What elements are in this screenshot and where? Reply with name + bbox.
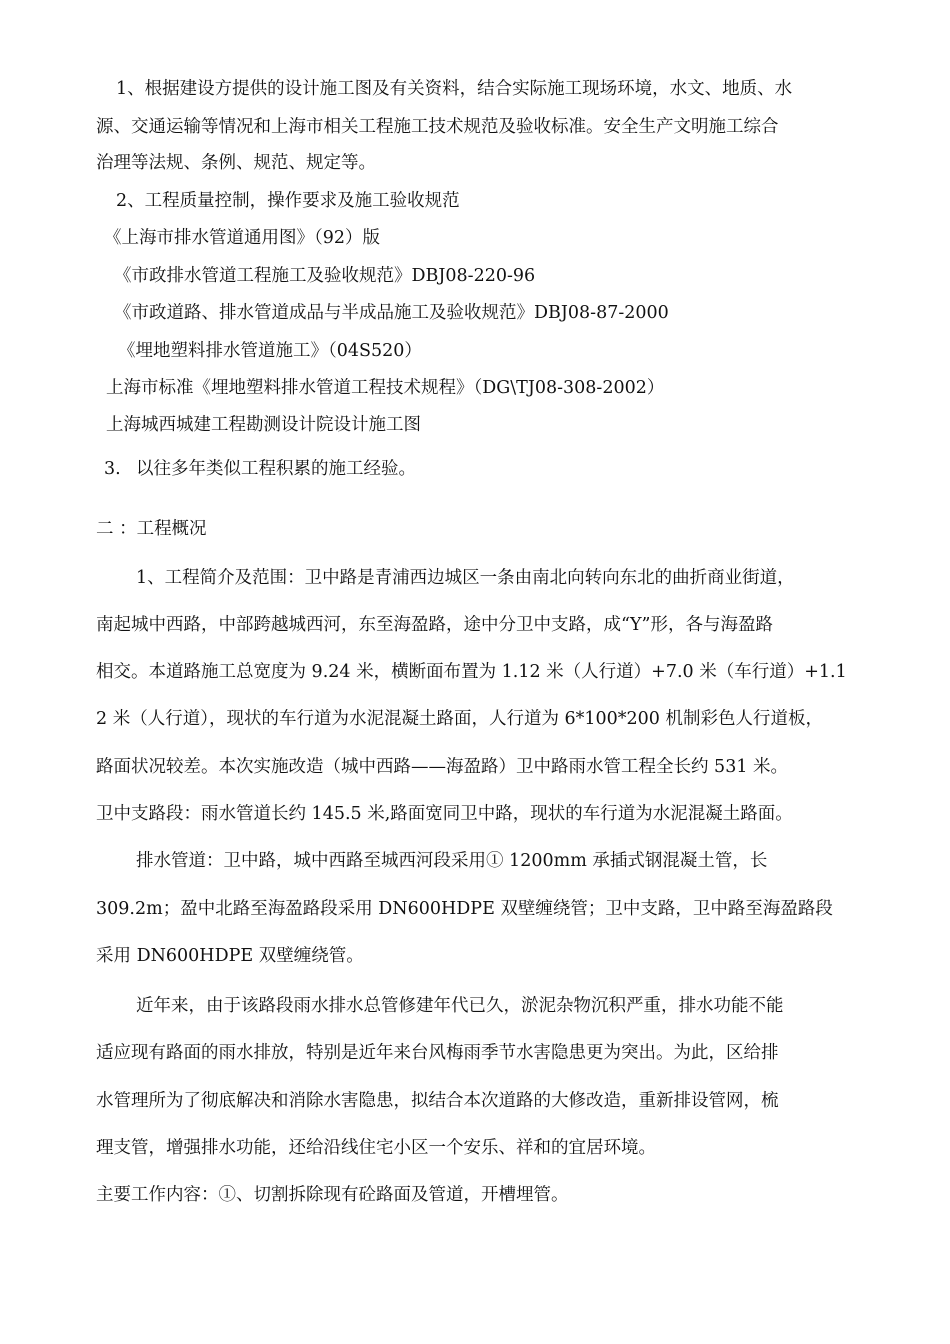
standard-item: 上海市标准《埋地塑料排水管道工程技术规程》（DG\TJ08-308-2002） xyxy=(106,378,665,398)
paragraph-line: 2 米（人行道），现状的车行道为水泥混凝土路面，人行道为 6*100*200 机制彩色人行道板， xyxy=(96,709,824,729)
paragraph-line: 路面状况较差。本次实施改造（城中西路——海盈路）卫中路雨水管工程全长约 531 米。 xyxy=(96,757,789,777)
section-heading: 二 ：工程概况 xyxy=(96,519,207,539)
basis-item1-line2: 源、交通运输等情况和上海市相关工程施工技术规范及验收标准。安全生产文明施工综合 xyxy=(96,117,779,137)
paragraph-line: 卫中支路段：雨水管道长约 145.5 米,路面宽同卫中路，现状的车行道为水泥混凝土路面。 xyxy=(96,804,793,824)
basis-item1-line3: 治理等法规、条例、规范、规定等。 xyxy=(96,153,376,173)
paragraph-line: 相交。本道路施工总宽度为 9.24 米，横断面布置为 1.12 米（人行道）+7.0 米（车行道）+1.1 xyxy=(96,662,847,682)
standard-item: 《市政排水管道工程施工及验收规范》DBJ08-220-96 xyxy=(114,266,536,286)
standard-item: 《上海市排水管道通用图》（92）版 xyxy=(104,228,381,248)
paragraph-line: 水管理所为了彻底解决和消除水害隐患，拟结合本次道路的大修改造，重新排设管网，梳 xyxy=(96,1091,779,1111)
main-work-content: 主要工作内容：①、切割拆除现有砼路面及管道，开槽埋管。 xyxy=(96,1185,569,1205)
paragraph-line: 排水管道：卫中路，城中西路至城西河段采用① 1200mm 承插式钢混凝土管，长 xyxy=(136,851,768,871)
paragraph-line: 采用 DN600HDPE 双壁缠绕管。 xyxy=(96,946,364,966)
standard-item: 《市政道路、排水管道成品与半成品施工及验收规范》DBJ08-87-2000 xyxy=(114,303,669,323)
basis-item2: 2、工程质量控制，操作要求及施工验收规范 xyxy=(116,191,460,211)
basis-item1-line1: 1、根据建设方提供的设计施工图及有关资料，结合实际施工现场环境，水文、地质、水 xyxy=(116,79,793,99)
paragraph-line: 南起城中西路，中部跨越城西河，东至海盈路，途中分卫中支路，成“Y”形，各与海盈路 xyxy=(96,615,773,635)
paragraph-line: 1、工程简介及范围：卫中路是青浦西边城区一条由南北向转向东北的曲折商业街道， xyxy=(136,568,795,588)
paragraph-line: 309.2m；盈中北路至海盈路段采用 DN600HDPE 双壁缠绕管；卫中支路，卫中路至海盈路段 xyxy=(96,899,833,919)
basis-item3-number: 3. xyxy=(104,459,121,479)
basis-item3-text: 以往多年类似工程积累的施工经验。 xyxy=(136,459,416,479)
paragraph-line: 理支管，增强排水功能，还给沿线住宅小区一个安乐、祥和的宜居环境。 xyxy=(96,1138,656,1158)
standard-item: 上海城西城建工程勘测设计院设计施工图 xyxy=(106,415,421,435)
paragraph-line: 近年来，由于该路段雨水排水总管修建年代已久，淤泥杂物沉积严重，排水功能不能 xyxy=(136,996,784,1016)
standard-item: 《埋地塑料排水管道施工》（04S520） xyxy=(118,341,422,361)
paragraph-line: 适应现有路面的雨水排放，特别是近年来台风梅雨季节水害隐患更为突出。为此，区给排 xyxy=(96,1043,779,1063)
